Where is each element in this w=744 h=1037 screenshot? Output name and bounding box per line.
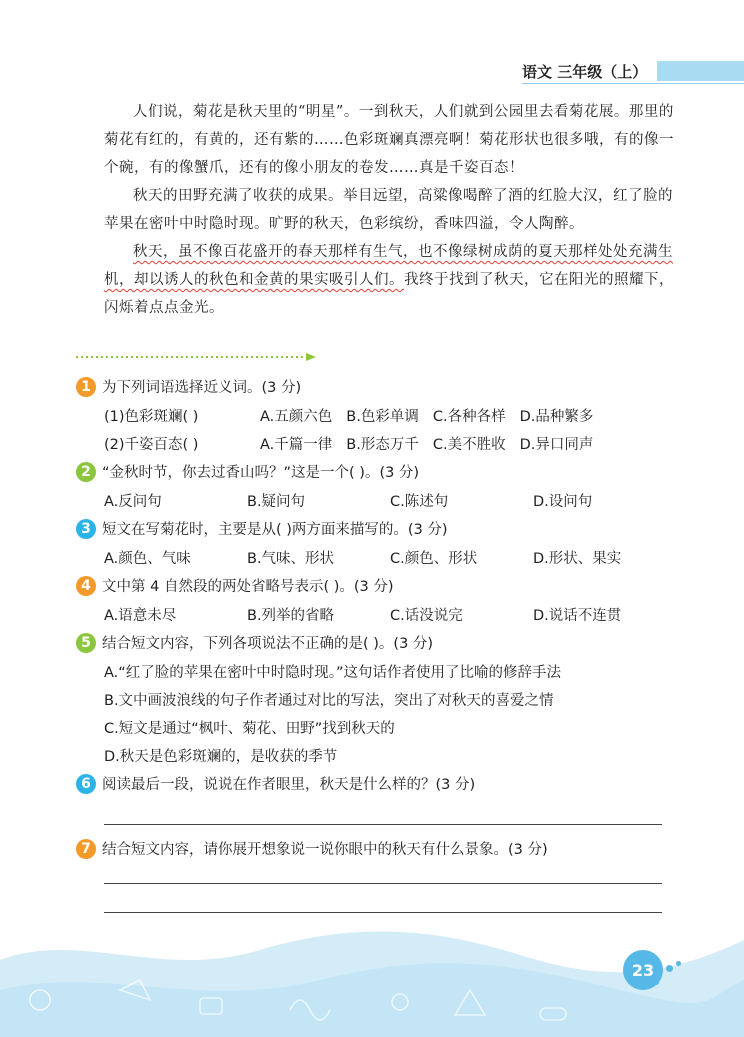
question-number-badge: 6 bbox=[76, 774, 96, 794]
option[interactable]: D.形状、果实 bbox=[533, 550, 622, 567]
sub-question bbox=[76, 401, 676, 429]
option[interactable]: D.说话不连贯 bbox=[533, 607, 622, 624]
option[interactable]: C.陈述句 bbox=[390, 493, 449, 510]
decorative-dot bbox=[666, 965, 673, 972]
option[interactable]: A.“红了脸的苹果在密叶中时隐时现。”这句话作者使用了比喻的修辞手法 bbox=[104, 664, 562, 681]
question-number-badge: 5 bbox=[76, 633, 96, 653]
sub-question-label[interactable]: (1)色彩斑斓( ) bbox=[104, 408, 199, 425]
option[interactable]: C.美不胜收 bbox=[432, 436, 506, 453]
page-number: 23 bbox=[623, 950, 663, 990]
option[interactable]: D.秋天是色彩斑斓的，是收获的季节 bbox=[104, 748, 338, 765]
passage-paragraph-3 bbox=[104, 238, 678, 322]
option[interactable]: D.品种繁多 bbox=[519, 408, 594, 425]
option[interactable]: A.颜色、气味 bbox=[104, 550, 191, 567]
question-number-badge: 2 bbox=[76, 462, 96, 482]
option[interactable]: B.色彩单调 bbox=[346, 408, 419, 425]
option[interactable]: B.列举的省略 bbox=[247, 607, 335, 624]
passage-paragraph-1: 人们说，菊花是秋天里的“明星”。一到秋天，人们就到公园里去看菊花展。那里的菊花有红的，有黄的，还有紫的……色彩斑斓真漂亮啊！菊花形状也很多哦，有的像一个碗，有的像蟹爪，还有的像小朋友的卷发……真是千姿百态！ bbox=[104, 104, 674, 176]
reading-passage bbox=[104, 98, 678, 322]
question-2 bbox=[76, 457, 676, 514]
option[interactable]: B.气味、形状 bbox=[247, 550, 335, 567]
question-stem[interactable]: 结合短文内容，下列各项说法不正确的是( )。(3 分) bbox=[102, 636, 434, 652]
option[interactable]: B.疑问句 bbox=[247, 493, 306, 510]
option[interactable]: C.短文是通过“枫叶、菊花、田野”找到秋天的 bbox=[104, 720, 395, 737]
question-stem[interactable]: 文中第 4 自然段的两处省略号表示( )。(3 分) bbox=[102, 579, 394, 595]
answer-line[interactable] bbox=[104, 912, 662, 913]
question-stem: 结合短文内容，请你展开想象说一说你眼中的秋天有什么景象。(3 分) bbox=[102, 842, 548, 858]
option[interactable]: A.千篇一律 bbox=[260, 436, 333, 453]
option[interactable]: D.异口同声 bbox=[519, 436, 594, 453]
option[interactable]: A.五颜六色 bbox=[260, 408, 333, 425]
option[interactable]: D.设问句 bbox=[533, 493, 593, 510]
header-rule bbox=[522, 83, 744, 84]
question-list-2 bbox=[76, 834, 676, 863]
dotted-arrow-divider bbox=[76, 352, 316, 362]
answer-line[interactable] bbox=[104, 824, 662, 825]
option[interactable]: B.形态万千 bbox=[346, 436, 419, 453]
option[interactable]: B.文中画波浪线的句子作者通过对比的写法，突出了对秋天的喜爱之情 bbox=[104, 692, 554, 709]
question-stem[interactable]: “金秋时节，你去过香山吗？”这是一个( )。(3 分) bbox=[102, 465, 420, 481]
question-stem: 为下列词语选择近义词。(3 分) bbox=[102, 380, 302, 396]
option[interactable]: A.反问句 bbox=[104, 493, 162, 510]
answer-line[interactable] bbox=[104, 883, 662, 884]
question-6 bbox=[76, 769, 676, 798]
question-number-badge: 3 bbox=[76, 519, 96, 539]
question-3 bbox=[76, 514, 676, 571]
option[interactable]: C.各种各样 bbox=[432, 408, 506, 425]
question-4 bbox=[76, 571, 676, 628]
book-title: 语文 三年级（上） bbox=[522, 63, 648, 81]
question-number-badge: 4 bbox=[76, 576, 96, 596]
wavy-underlined-sentence: 秋天，虽不像百花盛开的春天那样有生气，也不像绿树成荫的夏天那样处处充满生机，却以诱人的秋色和金黄的果实吸引人们。 bbox=[104, 244, 673, 288]
sub-question bbox=[76, 429, 676, 457]
question-list bbox=[76, 372, 676, 798]
decorative-dot bbox=[676, 961, 681, 966]
option[interactable]: C.话没说完 bbox=[390, 607, 463, 624]
question-number-badge: 1 bbox=[76, 377, 96, 397]
header-color-bar bbox=[657, 61, 744, 81]
passage-paragraph-2: 秋天的田野充满了收获的成果。举目远望，高粱像喝醉了酒的红脸大汉，红了脸的苹果在密叶中时隐时现。旷野的秋天，色彩缤纷，香味四溢，令人陶醉。 bbox=[104, 188, 673, 232]
question-stem: 阅读最后一段，说说在作者眼里，秋天是什么样的？(3 分) bbox=[102, 777, 476, 793]
question-number-badge: 7 bbox=[76, 839, 96, 859]
option[interactable]: C.颜色、形状 bbox=[390, 550, 478, 567]
question-7 bbox=[76, 834, 676, 863]
sub-question-label[interactable]: (2)千姿百态( ) bbox=[104, 436, 199, 453]
question-1 bbox=[76, 372, 676, 457]
question-5 bbox=[76, 628, 676, 769]
passage-paragraph-3-rest: 我终于找到了秋天，它在阳光的照耀下，闪烁着点点金光。 bbox=[104, 272, 674, 316]
question-stem[interactable]: 短文在写菊花时，主要是从( )两方面来描写的。(3 分) bbox=[102, 522, 448, 538]
option[interactable]: A.语意未尽 bbox=[104, 607, 177, 624]
decorative-dot bbox=[654, 980, 659, 985]
